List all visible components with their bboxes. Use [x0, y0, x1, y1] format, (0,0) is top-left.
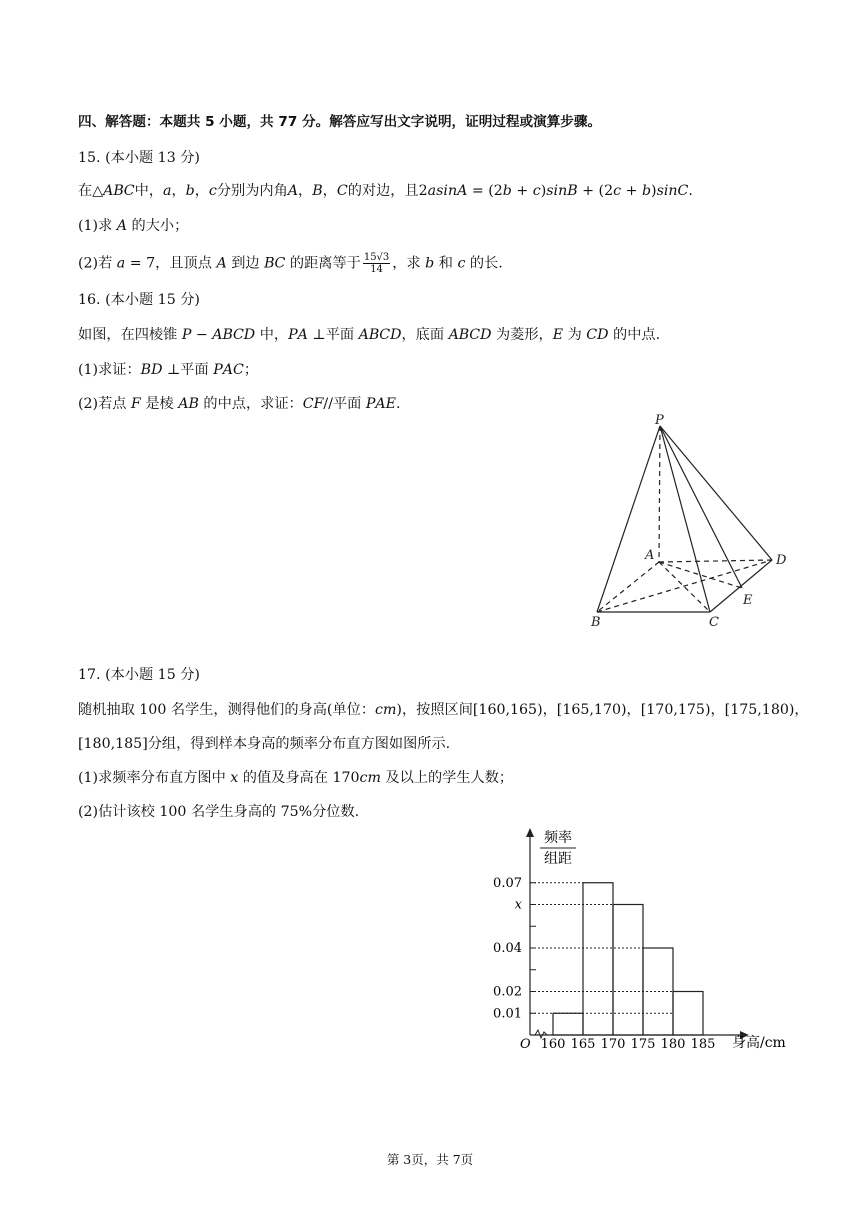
- q15-part2-pre: (2)若 𝑎 = 7，且顶点 𝐴 到边 𝐵𝐶 的距离等于: [78, 255, 361, 272]
- y-tick-label: 0.07: [493, 875, 522, 891]
- label-A: A: [645, 548, 655, 563]
- edge-PD: [660, 426, 772, 560]
- q15-part2-post: ，求 𝑏 和 𝑐 的长.: [392, 255, 503, 272]
- section-heading: 四、解答题：本题共 5 小题，共 77 分。解答应写出文字说明，证明过程或演算步骤。: [78, 114, 602, 130]
- origin-label: O: [520, 1037, 531, 1052]
- x-tick-label: 175: [630, 1037, 656, 1052]
- y-tick-label: 0.01: [493, 1006, 522, 1022]
- y-tick-label: x: [514, 897, 522, 913]
- label-P: P: [655, 413, 664, 428]
- label-B: B: [591, 615, 601, 630]
- y-tick-label: 0.02: [493, 984, 522, 1000]
- page-footer: 第 3页，共 7页: [386, 1152, 474, 1167]
- q15-title: 15. (本小题 13 分): [78, 150, 200, 166]
- x-tick-label: 185: [690, 1037, 716, 1052]
- x-tick-label: 180: [660, 1037, 686, 1052]
- q17-stem-line1: 随机抽取 100 名学生，测得他们的身高(单位：𝑐𝑚)，按照区间[160,165)，[165,170)，[170,175)，[175,180)，: [78, 702, 809, 718]
- q16-part2: (2)若点 𝐹 是棱 𝐴𝐵 的中点，求证：𝐶𝐹//平面 𝑃𝐴𝐸.: [78, 396, 401, 412]
- q17-title: 17. (本小题 15 分): [78, 667, 200, 683]
- edge-PA: [659, 426, 660, 562]
- pyramid-figure: [585, 412, 800, 634]
- label-E: E: [743, 593, 753, 608]
- histogram-bar: [583, 883, 613, 1035]
- q15-fraction: [363, 252, 390, 275]
- q16-stem: 如图，在四棱锥 𝑃 − 𝐴𝐵𝐶𝐷 中，𝑃𝐴 ⊥平面 𝐴𝐵𝐶𝐷，底面 𝐴𝐵𝐶𝐷 为菱形，𝐸 为 𝐶𝐷 的中点.: [78, 327, 661, 343]
- histogram-chart: [480, 820, 800, 1060]
- label-D: D: [776, 553, 787, 568]
- y-tick-label: 0.04: [493, 941, 522, 956]
- label-C: C: [709, 615, 719, 630]
- q16-part1: (1)求证：𝐵𝐷 ⊥平面 𝑃𝐴𝐶；: [78, 362, 259, 378]
- ylabel-bottom: 组距: [544, 851, 572, 867]
- x-tick-label: 170: [600, 1037, 626, 1052]
- histogram-bar: [673, 992, 703, 1036]
- edge-AD: [659, 560, 772, 562]
- edge-PB: [597, 426, 660, 612]
- ylabel-top: 频率: [544, 830, 572, 846]
- x-tick-label: 165: [570, 1037, 596, 1052]
- q15-fraction-denominator: 14: [370, 264, 383, 275]
- edge-CD: [710, 560, 772, 612]
- edge-PE: [660, 426, 742, 588]
- edge-AB: [597, 562, 659, 612]
- q15-fraction-numerator: 15√3: [363, 252, 390, 263]
- histogram-bar: [613, 905, 643, 1036]
- q15-part2: [78, 252, 503, 275]
- x-tick-label: 160: [540, 1037, 566, 1052]
- q17-stem-line2: [180,185]分组，得到样本身高的频率分布直方图如图所示.: [78, 736, 451, 752]
- edge-AC: [659, 562, 710, 612]
- xlabel: 身高/cm: [732, 1035, 786, 1051]
- histogram-bar: [553, 1013, 583, 1035]
- y-axis-arrow: [526, 828, 534, 837]
- q16-title: 16. (本小题 15 分): [78, 292, 200, 308]
- q15-stem: 在△𝐴𝐵𝐶中，𝑎，𝑏，𝑐分别为内角𝐴，𝐵，𝐶的对边，且2𝑎𝑠𝑖𝑛𝐴 = (2𝑏 + 𝑐)𝑠𝑖𝑛𝐵 + (2𝑐 + 𝑏)𝑠𝑖𝑛𝐶.: [78, 183, 693, 199]
- edge-PC: [660, 426, 710, 612]
- q17-part2: (2)估计该校 100 名学生身高的 75%分位数.: [78, 804, 360, 820]
- q15-part1: (1)求 𝐴 的大小；: [78, 218, 189, 234]
- q17-part1: (1)求频率分布直方图中 𝑥 的值及身高在 170𝑐𝑚 及以上的学生人数；: [78, 770, 514, 786]
